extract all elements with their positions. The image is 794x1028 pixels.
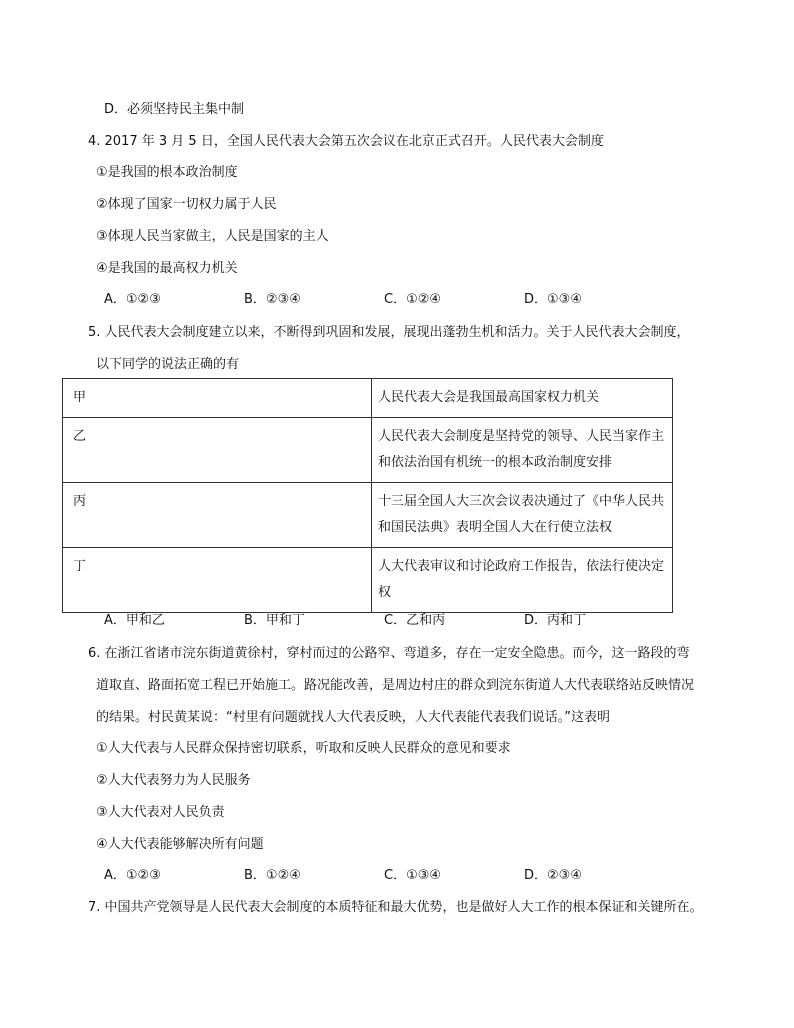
question-5-option-d: D．丙和丁 bbox=[524, 613, 587, 628]
question-6-option-d: D．②③④ bbox=[524, 868, 582, 883]
student-statements-table bbox=[62, 378, 673, 613]
question-6-stem-line-2: 道取直、路面拓宽工程已开始施工。路况能改善，是周边村庄的群众到浣东街道人大代表联络站反映情况 bbox=[96, 678, 695, 693]
student-statement: 十三届全国人大三次会议表决通过了《中华人民共和国民法典》表明全国人大在行使立法权 bbox=[372, 483, 673, 548]
question-5-stem-line-1: 5. 人民代表大会制度建立以来，不断得到巩固和发展，展现出蓬勃生机和活力。关于人民代表大会制度， bbox=[88, 325, 690, 340]
question-5-option-b: B．甲和丁 bbox=[244, 613, 305, 628]
question-4-option-b: B．②③④ bbox=[244, 292, 301, 307]
question-6-option-c: C．①③④ bbox=[384, 868, 442, 883]
question-6-item-1: ①人大代表与人民群众保持密切联系，听取和反映人民群众的意见和要求 bbox=[96, 741, 511, 756]
student-statement: 人民代表大会制度是坚持党的领导、人民当家作主和依法治国有机统一的根本政治制度安排 bbox=[372, 418, 673, 483]
question-6-option-a: A．①②③ bbox=[104, 868, 161, 883]
question-6-stem-line-3: 的结果。村民黄某说：“村里有问题就找人大代表反映，人大代表能代表我们说话。”这表明 bbox=[96, 710, 610, 725]
question-4-option-d: D．①③④ bbox=[524, 292, 582, 307]
question-6-item-2: ②人大代表努力为人民服务 bbox=[96, 773, 251, 788]
question-3-option-d: D．必须坚持民主集中制 bbox=[104, 102, 245, 117]
student-name: 甲 bbox=[63, 379, 372, 418]
question-4-option-a: A．①②③ bbox=[104, 292, 161, 307]
table-row bbox=[63, 483, 673, 548]
student-statement: 人民代表大会是我国最高国家权力机关 bbox=[372, 379, 673, 418]
table-row bbox=[63, 548, 673, 613]
question-6-stem-line-1: 6. 在浙江省诸市浣东街道黄徐村，穿村而过的公路窄、弯道多，存在一定安全隐患。而今，这一路段的弯 bbox=[88, 646, 690, 661]
table-row bbox=[63, 418, 673, 483]
student-name: 丁 bbox=[63, 548, 372, 613]
question-5-option-a: A．甲和乙 bbox=[104, 613, 165, 628]
question-4-item-4: ④是我国的最高权力机关 bbox=[96, 261, 238, 276]
student-statement: 人大代表审议和讨论政府工作报告，依法行使决定权 bbox=[372, 548, 673, 613]
question-6-item-4: ④人大代表能够解决所有问题 bbox=[96, 837, 264, 852]
question-4-stem: 4. 2017 年 3 月 5 日，全国人民代表大会第五次会议在北京正式召开。人民代表大会制度 bbox=[88, 134, 604, 149]
question-4-option-c: C．①②④ bbox=[384, 292, 442, 307]
student-name: 乙 bbox=[63, 418, 372, 483]
question-4-item-2: ②体现了国家一切权力属于人民 bbox=[96, 197, 277, 212]
question-4-item-3: ③体现人民当家做主，人民是国家的主人 bbox=[96, 229, 329, 244]
question-5-option-c: C．乙和丙 bbox=[384, 613, 446, 628]
question-7-stem: 7. 中国共产党领导是人民代表大会制度的本质特征和最大优势，也是做好人大工作的根本保证和关键所在。 bbox=[88, 900, 703, 915]
question-6-option-b: B．①②④ bbox=[244, 868, 301, 883]
question-6-item-3: ③人大代表对人民负责 bbox=[96, 805, 225, 820]
student-name: 丙 bbox=[63, 483, 372, 548]
question-5-stem-line-2: 以下同学的说法正确的有 bbox=[96, 357, 240, 372]
question-4-item-1: ①是我国的根本政治制度 bbox=[96, 165, 238, 180]
table-row bbox=[63, 379, 673, 418]
